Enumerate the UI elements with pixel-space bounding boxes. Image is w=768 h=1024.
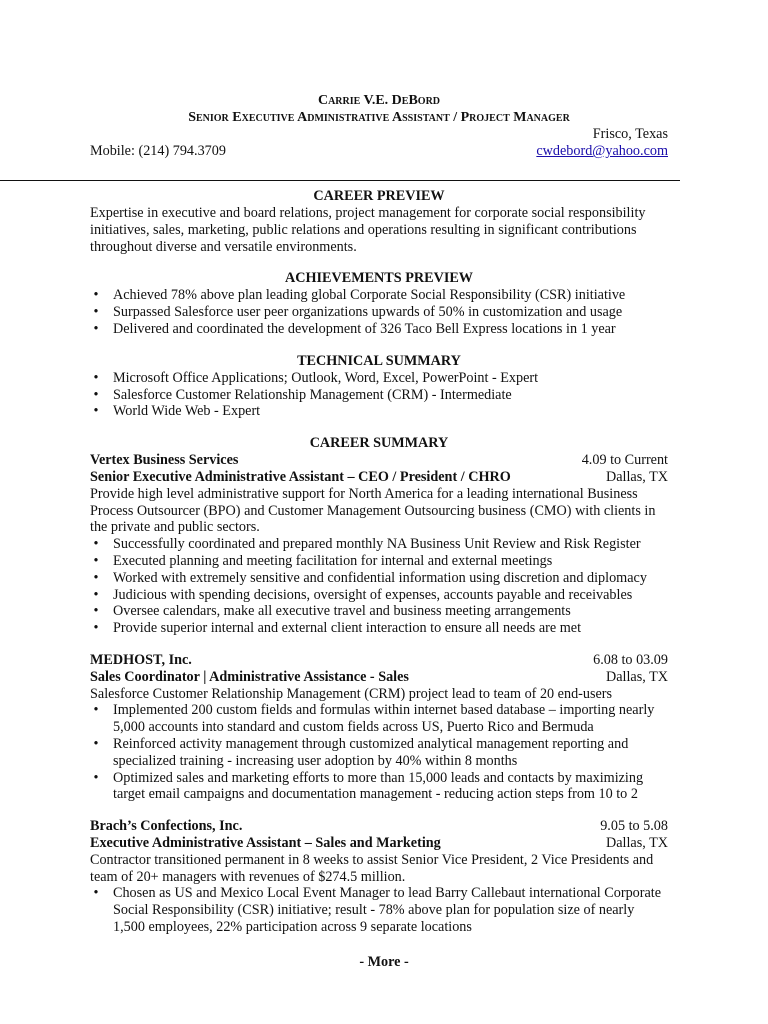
career-preview-heading: CAREER PREVIEW (313, 188, 445, 204)
job-dates: 4.09 to Current (581, 452, 668, 469)
job-company-row (90, 818, 668, 835)
job-location: Dallas, TX (606, 468, 668, 485)
job-role: Sales Coordinator | Administrative Assistance - Sales (90, 668, 409, 685)
job-description: Salesforce Customer Relationship Management (CRM) project lead to team of 20 end-users (90, 685, 613, 702)
bullet-icon: • (93, 569, 99, 586)
job-location: Dallas, TX (606, 834, 668, 851)
bullet-icon: • (93, 536, 99, 553)
bullet-icon: • (93, 885, 99, 902)
list-item: • Salesforce Customer Relationship Management (CRM) - Intermediate (90, 387, 668, 404)
list-item: • Microsoft Office Applications; Outlook, Word, Excel, PowerPoint - Expert (90, 370, 668, 387)
candidate-name: Carrie V.E. DeBord (317, 93, 441, 108)
resume-header (90, 92, 668, 160)
contact-row (90, 143, 668, 160)
job-role-row (90, 669, 668, 686)
list-item: • Chosen as US and Mexico Local Event Manager to lead Barry Callebaut international Corporate Social Responsibility (CSR) initiative; result - 78% above plan for population size of nearly 1,500 employees, 22% participation across 9 separate locations (90, 885, 668, 935)
job-bullets (90, 702, 668, 803)
job-entry-vertex (90, 452, 668, 637)
list-item: • Optimized sales and marketing efforts to more than 15,000 leads and contacts by maximizing target email campaigns and documentation management - reducing action steps from 10 to 2 (90, 770, 668, 804)
job-role: Senior Executive Administrative Assistant – CEO / President / CHRO (90, 468, 511, 485)
bullet-icon: • (93, 735, 99, 752)
job-entry-brachs (90, 818, 668, 936)
list-item: • Achieved 78% above plan leading global Corporate Social Responsibility (CSR) initiative (90, 287, 668, 304)
email-link[interactable]: cwdebord@yahoo.com (536, 143, 668, 159)
bullet-icon: • (93, 552, 99, 569)
job-entry-medhost (90, 652, 668, 803)
list-item: • Implemented 200 custom fields and formulas within internet based database – importing nearly 5,000 accounts into standard and custom fields across US, Puerto Rico and Bermuda (90, 702, 668, 736)
achievements-heading: ACHIEVEMENTS PREVIEW (284, 270, 473, 287)
list-item: • Oversee calendars, make all executive travel and business meeting arrangements (90, 603, 668, 620)
technical-list (90, 370, 668, 420)
job-company: MEDHOST, Inc. (90, 651, 192, 668)
candidate-title: Senior Executive Administrative Assistant / Project Manager (188, 110, 570, 125)
bullet-icon: • (93, 620, 99, 637)
bullet-icon: • (93, 586, 99, 603)
list-item: • Delivered and coordinated the development of 326 Taco Bell Express locations in 1 year (90, 321, 668, 338)
job-role-row (90, 835, 668, 852)
bullet-icon: • (93, 769, 99, 786)
bullet-icon: • (93, 603, 99, 620)
bullet-icon: • (93, 403, 99, 420)
job-company: Vertex Business Services (90, 452, 239, 469)
list-item: • World Wide Web - Expert (90, 403, 668, 420)
mobile-number: Mobile: (214) 794.3709 (90, 143, 226, 159)
list-item: • Surpassed Salesforce user peer organizations upwards of 50% in customization and usage (90, 304, 668, 321)
job-bullets (90, 536, 668, 637)
technical-summary-heading: TECHNICAL SUMMARY (297, 352, 461, 369)
job-role: Executive Administrative Assistant – Sales and Marketing (90, 834, 441, 851)
job-location: Dallas, TX (606, 668, 668, 685)
bullet-icon: • (93, 320, 99, 337)
career-summary-heading: CAREER SUMMARY (309, 435, 449, 452)
bullet-icon: • (93, 386, 99, 403)
bullet-icon: • (93, 369, 99, 386)
list-item: • Judicious with spending decisions, oversight of expenses, accounts payable and receivables (90, 587, 668, 604)
list-item: • Executed planning and meeting facilitation for internal and external meetings (90, 553, 668, 570)
bullet-icon: • (93, 287, 99, 304)
header-divider (0, 180, 680, 181)
job-company-row (90, 652, 668, 669)
job-bullets (90, 885, 668, 935)
job-dates: 9.05 to 5.08 (600, 818, 668, 835)
list-item: • Successfully coordinated and prepared monthly NA Business Unit Review and Risk Register (90, 536, 668, 553)
achievements-list (90, 287, 668, 337)
job-description: Contractor transitioned permanent in 8 weeks to assist Senior Vice President, 2 Vice Presidents and team of 20+ managers with revenues of $274.5 million. (90, 851, 654, 885)
candidate-location: Frisco, Texas (592, 126, 668, 142)
job-description: Provide high level administrative support for North America for a leading international Business Process Outsourcer (BPO) and Customer Management Outsourcing business (CMO) with clients in the private and public sectors. (90, 485, 656, 536)
resume-body (90, 188, 668, 936)
job-company-row (90, 452, 668, 469)
job-role-row (90, 469, 668, 486)
job-company: Brach’s Confections, Inc. (90, 818, 243, 835)
list-item: • Provide superior internal and external client interaction to ensure all needs are met (90, 620, 668, 637)
list-item: • Reinforced activity management through customized analytical management reporting and specialized training - increasing user adoption by 40% within 8 months (90, 736, 668, 770)
career-preview-text: Expertise in executive and board relations, project management for corporate social responsibility initiatives, sales, marketing, public relations and operations resulting in significant contributions throughout diverse and versatile environments. (90, 205, 646, 255)
bullet-icon: • (93, 304, 99, 321)
list-item: • Worked with extremely sensitive and confidential information using discretion and diplomacy (90, 570, 668, 587)
more-indicator: - More - (359, 954, 409, 970)
job-dates: 6.08 to 03.09 (593, 651, 668, 668)
bullet-icon: • (93, 702, 99, 719)
